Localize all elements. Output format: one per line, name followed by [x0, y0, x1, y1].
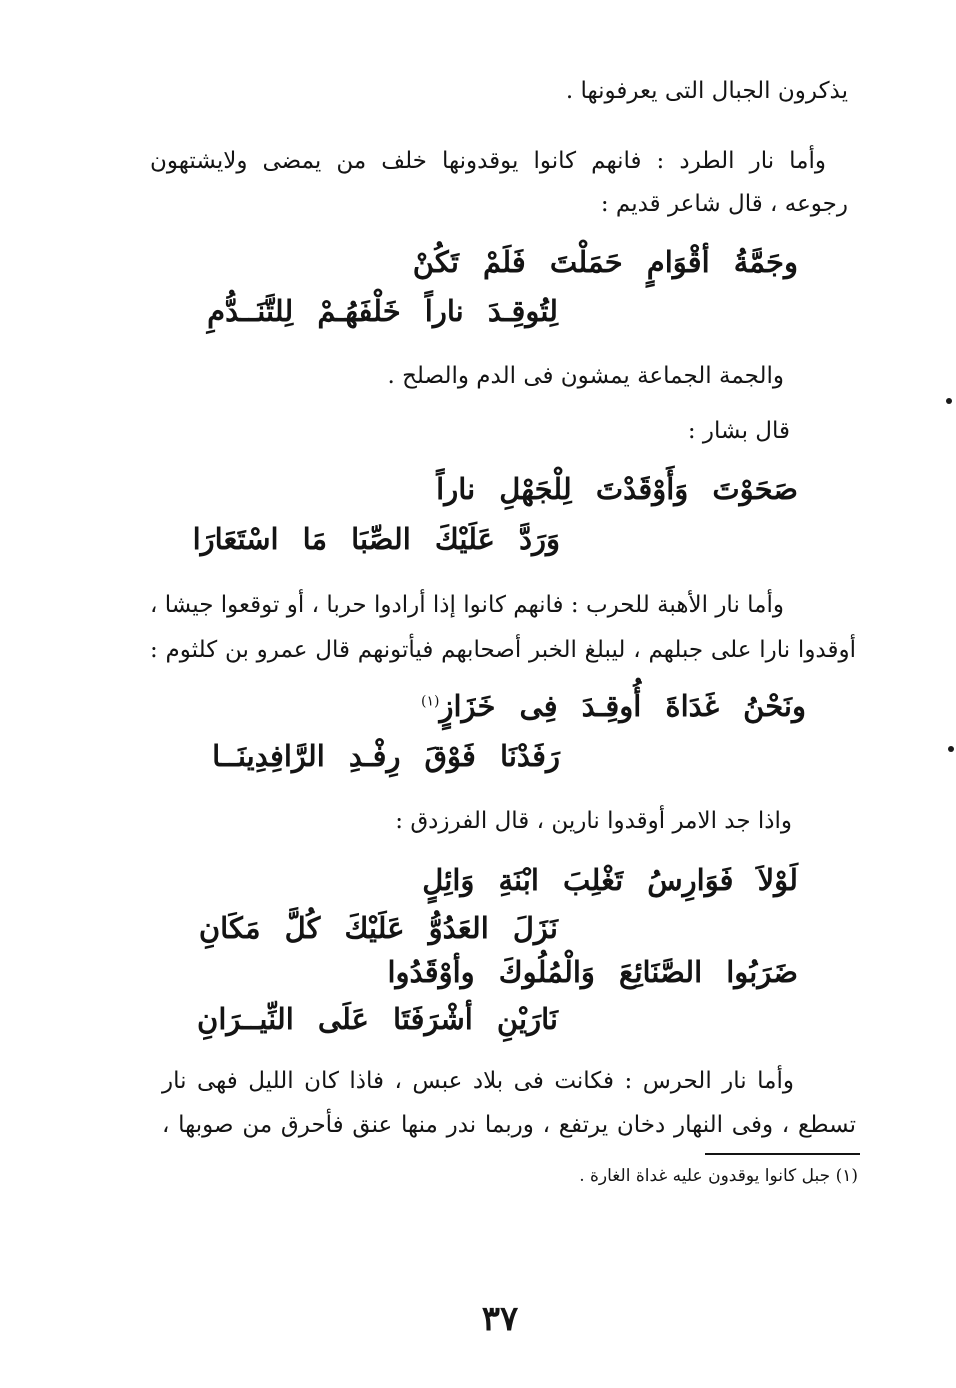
page-number: ٣٧: [481, 1299, 519, 1339]
text-line: رجوعه ، قال شاعر قديم :: [600, 191, 848, 217]
footnote-rule: [705, 1153, 860, 1155]
text-line: والجمة الجماعة يمشون فى الدم والصلح .: [387, 363, 784, 389]
text-line: وأما نار الطرد : فانهم كانوا يوقدونها خلف من يمضى ولايشتهون: [150, 148, 826, 174]
text-line: وأما نار الحرس : فكانت فى بلاد عبس ، فاذا كان الليل فهى نار: [162, 1068, 794, 1094]
text-line: قال بشار :: [687, 418, 790, 444]
verse-line: لَوْلاَ فَوَارِسُ تَغْلِبَ ابْنَةِ وَائِلٍ: [422, 863, 798, 897]
text-line: يذكرون الجبال التى يعرفونها .: [565, 78, 848, 104]
text-line: واذا جد الامر أوقدوا نارين ، قال الفرزدق :: [395, 808, 792, 834]
verse-line: وجَمَّةُ أقْوَامٍ حَمَلْتَ فَلَمْ تَكُنْ: [412, 245, 798, 279]
scan-mark: [946, 398, 952, 404]
verse-line: نَزَلَ العَدُوُّ عَلَيْكَ كُلَّ مَكَانِ: [198, 911, 558, 945]
footnote-text: (١) جبل كانوا يوقدون عليه غداة الغارة .: [579, 1166, 858, 1186]
text-line: وأما نار الأهبة للحرب : فانهم كانوا إذا أرادوا حربا ، أو توقعوا جيشا ،: [150, 592, 784, 618]
verse-line: [420, 689, 806, 723]
text-line: تسطع ، وفى النهار دخان يرتفع ، وربما ندر منها عنق فأحرق من صوبها ،: [162, 1112, 856, 1138]
footnote-marker: (١): [420, 693, 440, 710]
verse-line: صَحَوْتَ وَأَوْقَدْتَ لِلْجَهْلِ ناراً: [436, 472, 798, 506]
verse-line: وَرَدَّ عَلَيْكَ الصِّبَا مَا اسْتَعَارَا: [192, 522, 560, 556]
verse-line: نَارَيْنِ أشْرَفَتَا عَلَى النِّيــرَانِ: [197, 1002, 558, 1036]
verse-line: رَفَدْنَا فَوْقَ رِفْـدِ الرَّافِدِينَــا: [212, 739, 560, 773]
scan-mark: [948, 746, 954, 752]
verse-text: ونَحْنُ غَدَاةَ أُوقِـدَ فِى خَزَازٍ: [439, 689, 806, 723]
verse-line: لِتُوقِـدَ ناراً خَلْفَهُـمْ لِلتَّنَــدُّمِ: [207, 294, 558, 328]
text-line: أوقدوا نارا على جبلهم ، ليبلغ الخبر أصحابهم فيأتونهم قال عمرو بن كلثوم :: [150, 637, 856, 663]
verse-line: ضَرَبُوا الصَّنَائِعَ وَالْمُلُوكَ وأوْقَدُوا: [387, 955, 798, 989]
